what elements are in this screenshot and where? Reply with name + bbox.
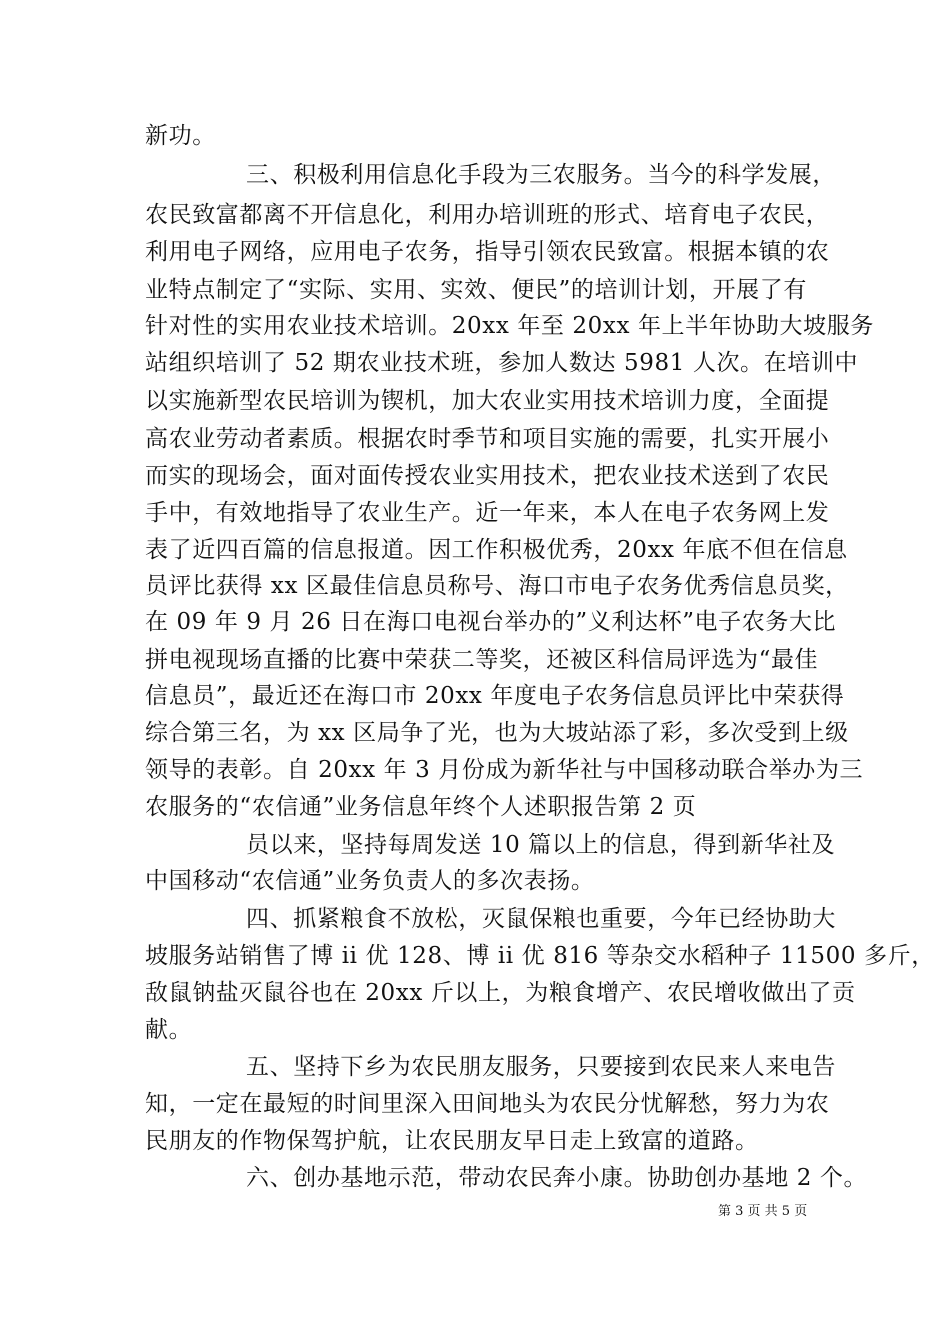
text-line: 拼电视现场直播的比赛中荣获二等奖，还被区科信局评选为“最佳 <box>145 647 819 673</box>
text-line: 手中，有效地指导了农业生产。近一年来，本人在电子农务网上发 <box>145 500 830 526</box>
text-line: 农民致富都离不开信息化，利用办培训班的形式、培育电子农民， <box>145 202 830 228</box>
text-line: 站组织培训了 52 期农业技术班，参加人数达 5981 人次。在培训中 <box>145 350 859 376</box>
text-line: 农服务的“农信通”业务信息年终个人述职报告第 2 页 <box>145 794 697 820</box>
text-line: 民朋友的作物保驾护航，让农民朋友早日走上致富的道路。 <box>145 1128 759 1154</box>
text-line: 员以来，坚持每周发送 10 篇以上的信息，得到新华社及 <box>246 832 836 858</box>
text-line: 五、坚持下乡为农民朋友服务，只要接到农民来人来电告 <box>246 1054 836 1080</box>
text-line: 坡服务站销售了博 ii 优 128、博 ii 优 816 等杂交水稻种子 11500 多斤， <box>145 943 935 969</box>
text-line: 针对性的实用农业技术培训。20xx 年至 20xx 年上半年协助大坡服务 <box>145 313 874 339</box>
text-line: 敌鼠钠盐灭鼠谷也在 20xx 斤以上，为粮食增产、农民增收做出了贡 <box>145 980 856 1006</box>
text-line: 献。 <box>145 1017 193 1043</box>
text-line: 业特点制定了“实际、实用、实效、便民”的培训计划，开展了有 <box>145 277 807 303</box>
text-line: 中国移动“农信通”业务负责人的多次表扬。 <box>145 868 595 894</box>
text-line: 综合第三名，为 xx 区局争了光，也为大坡站添了彩，多次受到上级 <box>145 720 849 746</box>
text-line: 新功。 <box>145 123 216 149</box>
page-number: 第 3 页 共 5 页 <box>718 1204 808 1219</box>
text-line: 知，一定在最短的时间里深入田间地头为农民分忧解愁，努力为农 <box>145 1091 830 1117</box>
text-line: 信息员”，最近还在海口市 20xx 年度电子农务信息员评比中荣获得 <box>145 683 845 709</box>
text-line: 表了近四百篇的信息报道。因工作积极优秀，20xx 年底不但在信息 <box>145 537 848 563</box>
text-line: 以实施新型农民培训为锲机，加大农业实用技术培训力度，全面提 <box>145 388 830 414</box>
text-line: 利用电子网络，应用电子农务，指导引领农民致富。根据本镇的农 <box>145 239 830 265</box>
text-line: 领导的表彰。自 20xx 年 3 月份成为新华社与中国移动联合举办为三 <box>145 757 864 783</box>
text-line: 六、创办基地示范，带动农民奔小康。协助创办基地 2 个。 <box>246 1165 868 1191</box>
text-line: 而实的现场会，面对面传授农业实用技术，把农业技术送到了农民 <box>145 463 830 489</box>
text-line: 四、抓紧粮食不放松，灭鼠保粮也重要，今年已经协助大 <box>246 906 836 932</box>
text-line: 高农业劳动者素质。根据农时季节和项目实施的需要，扎实开展小 <box>145 426 830 452</box>
text-line: 在 09 年 9 月 26 日在海口电视台举办的”义利达杯”电子农务大比 <box>145 609 837 635</box>
text-line: 员评比获得 xx 区最佳信息员称号、海口市电子农务优秀信息员奖， <box>145 573 849 599</box>
text-line: 三、积极利用信息化手段为三农服务。当今的科学发展， <box>246 162 836 188</box>
